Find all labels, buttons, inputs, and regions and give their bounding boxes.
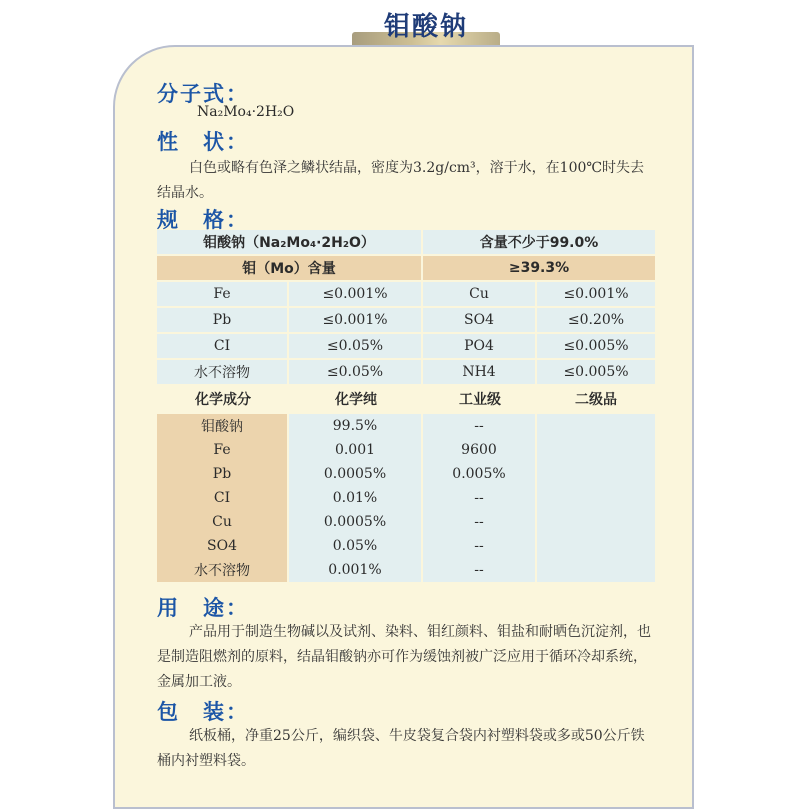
properties-heading: 性 状：	[157, 130, 249, 154]
column-header: 二级品	[575, 392, 617, 408]
table-cell	[537, 534, 655, 558]
table-cell: CI	[157, 486, 289, 510]
spec-mo-value: ≥39.3%	[423, 256, 655, 282]
table-cell: --	[423, 486, 537, 510]
column-header: 化学纯	[335, 392, 377, 408]
table-row	[157, 486, 655, 510]
table-row	[157, 360, 655, 386]
spec-item: Cu	[423, 282, 537, 308]
table-cell	[537, 558, 655, 582]
spec-row-mo	[157, 256, 655, 282]
table-row	[157, 558, 655, 582]
spec-item: SO4	[423, 308, 537, 334]
spec-value: ≤0.20%	[537, 308, 655, 334]
table-cell: 99.5%	[289, 414, 423, 438]
table-cell: 0.0005%	[289, 510, 423, 534]
table-cell: 0.05%	[289, 534, 423, 558]
spec-item: 水不溶物	[157, 360, 289, 386]
spec-heading: 规 格：	[157, 208, 249, 232]
spec-value: ≤0.005%	[537, 334, 655, 360]
table-cell: 水不溶物	[157, 558, 289, 582]
spec-value: ≤0.05%	[289, 334, 423, 360]
table-cell: 0.001	[289, 438, 423, 462]
spec-row-header	[157, 230, 655, 256]
table-cell: Cu	[157, 510, 289, 534]
title-banner	[352, 6, 500, 50]
table-row	[157, 438, 655, 462]
table-cell: --	[423, 534, 537, 558]
usage-text: 产品用于制造生物碱以及试剂、染料、钼红颜料、钼盐和耐晒色沉淀剂，也是制造阻燃剂的原料，结晶钼酸钠亦可作为缓蚀剂被广泛应用于循环冷却系统，金属加工液。	[157, 624, 651, 690]
spec-table	[157, 230, 655, 386]
spec-header-right: 含量不少于99.0%	[423, 230, 655, 256]
table-cell: Pb	[157, 462, 289, 486]
table-cell	[537, 510, 655, 534]
spec-item: Fe	[157, 282, 289, 308]
table-cell: SO4	[157, 534, 289, 558]
molecular-heading: 分子式：	[157, 82, 249, 106]
spec-item: PO4	[423, 334, 537, 360]
table-cell: --	[423, 414, 537, 438]
table-cell: 钼酸钠	[157, 414, 289, 438]
table-cell	[537, 414, 655, 438]
composition-header	[157, 384, 655, 414]
spec-value: ≤0.005%	[537, 360, 655, 386]
spec-item: Pb	[157, 308, 289, 334]
spec-value: ≤0.05%	[289, 360, 423, 386]
table-row	[157, 414, 655, 438]
spec-value: ≤0.001%	[537, 282, 655, 308]
table-cell: 0.001%	[289, 558, 423, 582]
spec-item: CI	[157, 334, 289, 360]
table-row	[157, 462, 655, 486]
usage-heading: 用 途：	[157, 596, 249, 620]
composition-table	[157, 384, 655, 582]
table-row	[157, 282, 655, 308]
table-cell: 9600	[423, 438, 537, 462]
table-cell	[537, 438, 655, 462]
table-cell	[537, 486, 655, 510]
page-title: 钼酸钠	[383, 12, 468, 42]
spec-item: NH4	[423, 360, 537, 386]
molecular-formula: Na₂Mo₄·2H₂O	[197, 104, 295, 120]
column-header: 化学成分	[195, 392, 251, 408]
spec-value: ≤0.001%	[289, 308, 423, 334]
table-row	[157, 510, 655, 534]
table-cell: 0.005%	[423, 462, 537, 486]
column-header: 工业级	[459, 392, 501, 408]
table-row	[157, 334, 655, 360]
packaging-text: 纸板桶，净重25公斤，编织袋、牛皮袋复合袋内衬塑料袋或多或50公斤铁桶内衬塑料袋。	[157, 728, 645, 769]
table-row	[157, 534, 655, 558]
table-cell: --	[423, 510, 537, 534]
spec-header-left: 钼酸钠（Na₂Mo₄·2H₂O）	[157, 230, 423, 256]
table-cell: --	[423, 558, 537, 582]
packaging-heading: 包 装：	[157, 700, 249, 724]
table-cell: 0.0005%	[289, 462, 423, 486]
spec-mo-label: 钼（Mo）含量	[157, 256, 423, 282]
spec-value: ≤0.001%	[289, 282, 423, 308]
table-row	[157, 308, 655, 334]
properties-text: 白色或略有色泽之鳞状结晶，密度为3.2g/cm³，溶于水，在100℃时失去结晶水。	[157, 160, 645, 201]
table-cell: 0.01%	[289, 486, 423, 510]
table-cell	[537, 462, 655, 486]
table-cell: Fe	[157, 438, 289, 462]
